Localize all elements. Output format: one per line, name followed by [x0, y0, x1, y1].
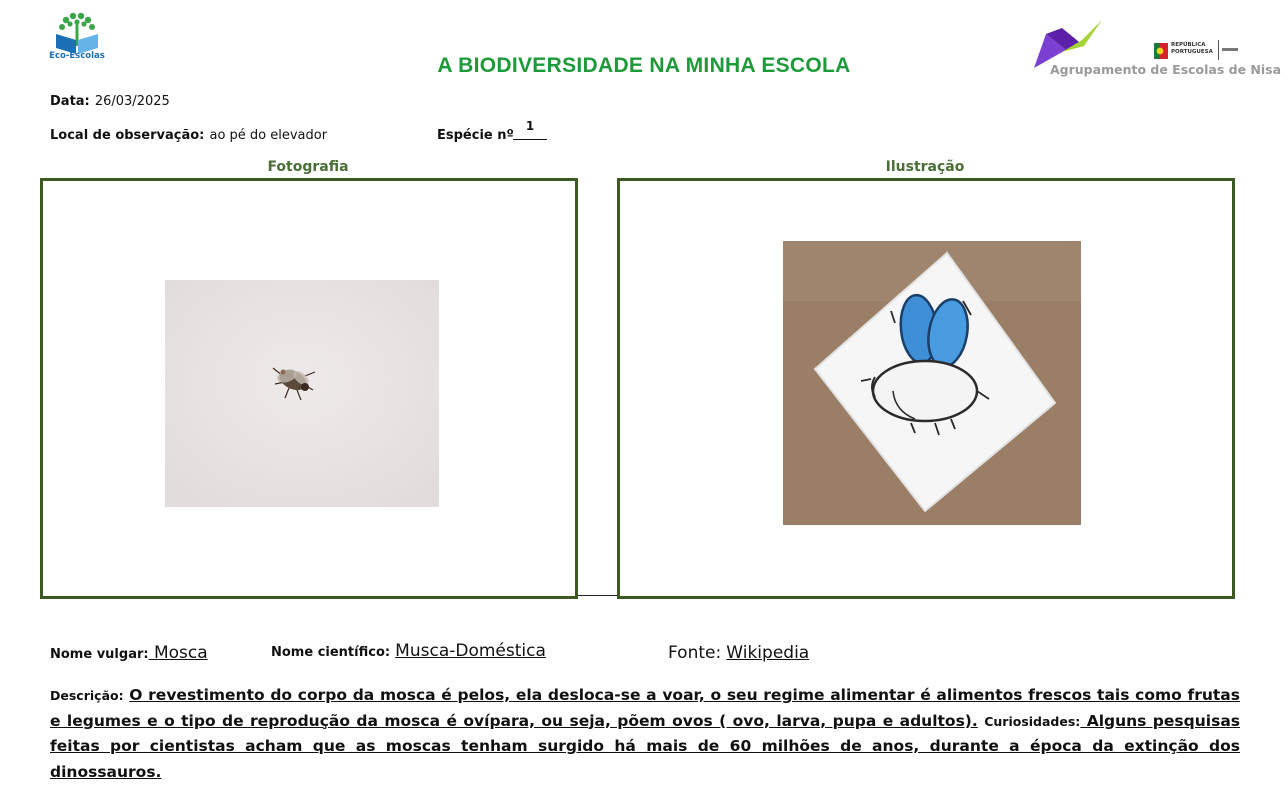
date-label: Data: — [50, 94, 90, 109]
curiosities-text: Alguns pesquisas feitas por cientistas acham que as moscas tenham surgido há mais de 60 milhões de anos, durante a época da extinção dos dinossauros. — [50, 711, 1240, 781]
fly-illustration — [783, 241, 1081, 525]
common-name-label: Nome vulgar: — [50, 647, 149, 662]
page-title: A BIODIVERSIDADE NA MINHA ESCOLA — [437, 54, 851, 77]
illustration-section-title: Ilustração — [885, 159, 965, 175]
description-text: O revestimento do corpo da mosca é pelos, ela desloca-se a voar, o seu regime alimentar é alimentos frescos tais como frutas e legumes e o tipo de reprodução da mosca é ovípara, ou seja, põem ovos ( ovo, larva, pupa e adultos). — [50, 686, 1240, 730]
source-label: Fonte: — [668, 643, 722, 663]
photo-section-title: Fotografia — [267, 159, 349, 175]
location-value: ao pé do elevador — [209, 128, 328, 143]
location-field — [50, 124, 327, 143]
description-block — [50, 683, 1240, 785]
republica-text-2: PORTUGUESA — [1171, 48, 1213, 55]
location-label: Local de observação: — [50, 128, 205, 143]
common-name-value: Mosca — [148, 643, 208, 663]
source-field — [668, 643, 809, 663]
frame-connector-line — [578, 595, 617, 596]
school-name: Agrupamento de Escolas de Nisa — [1050, 62, 1282, 77]
republica-emblem-icon — [1154, 43, 1168, 59]
republica-logo — [1154, 40, 1242, 62]
republica-text-1: REPÚBLICA — [1171, 42, 1206, 48]
species-number-field — [437, 124, 514, 143]
fly-photograph — [165, 280, 439, 507]
scientific-name-field — [271, 641, 546, 661]
common-name-field — [50, 643, 208, 663]
source-value: Wikipedia — [726, 643, 810, 663]
eco-escolas-label: Eco-Escolas — [49, 51, 105, 61]
fly-drawing-image — [783, 241, 1081, 525]
date-value: 26/03/2025 — [94, 94, 170, 109]
species-number-value: 1 — [513, 119, 547, 140]
scientific-name-label: Nome científico: — [271, 645, 391, 660]
curiosities-label: Curiosidades: — [984, 713, 1081, 729]
species-number-label: Espécie nº — [437, 128, 514, 143]
scientific-name-value: Musca-Doméstica — [395, 641, 546, 661]
fly-photo-image — [165, 280, 439, 507]
date-field — [50, 90, 170, 109]
description-label: Descrição: — [50, 688, 124, 703]
